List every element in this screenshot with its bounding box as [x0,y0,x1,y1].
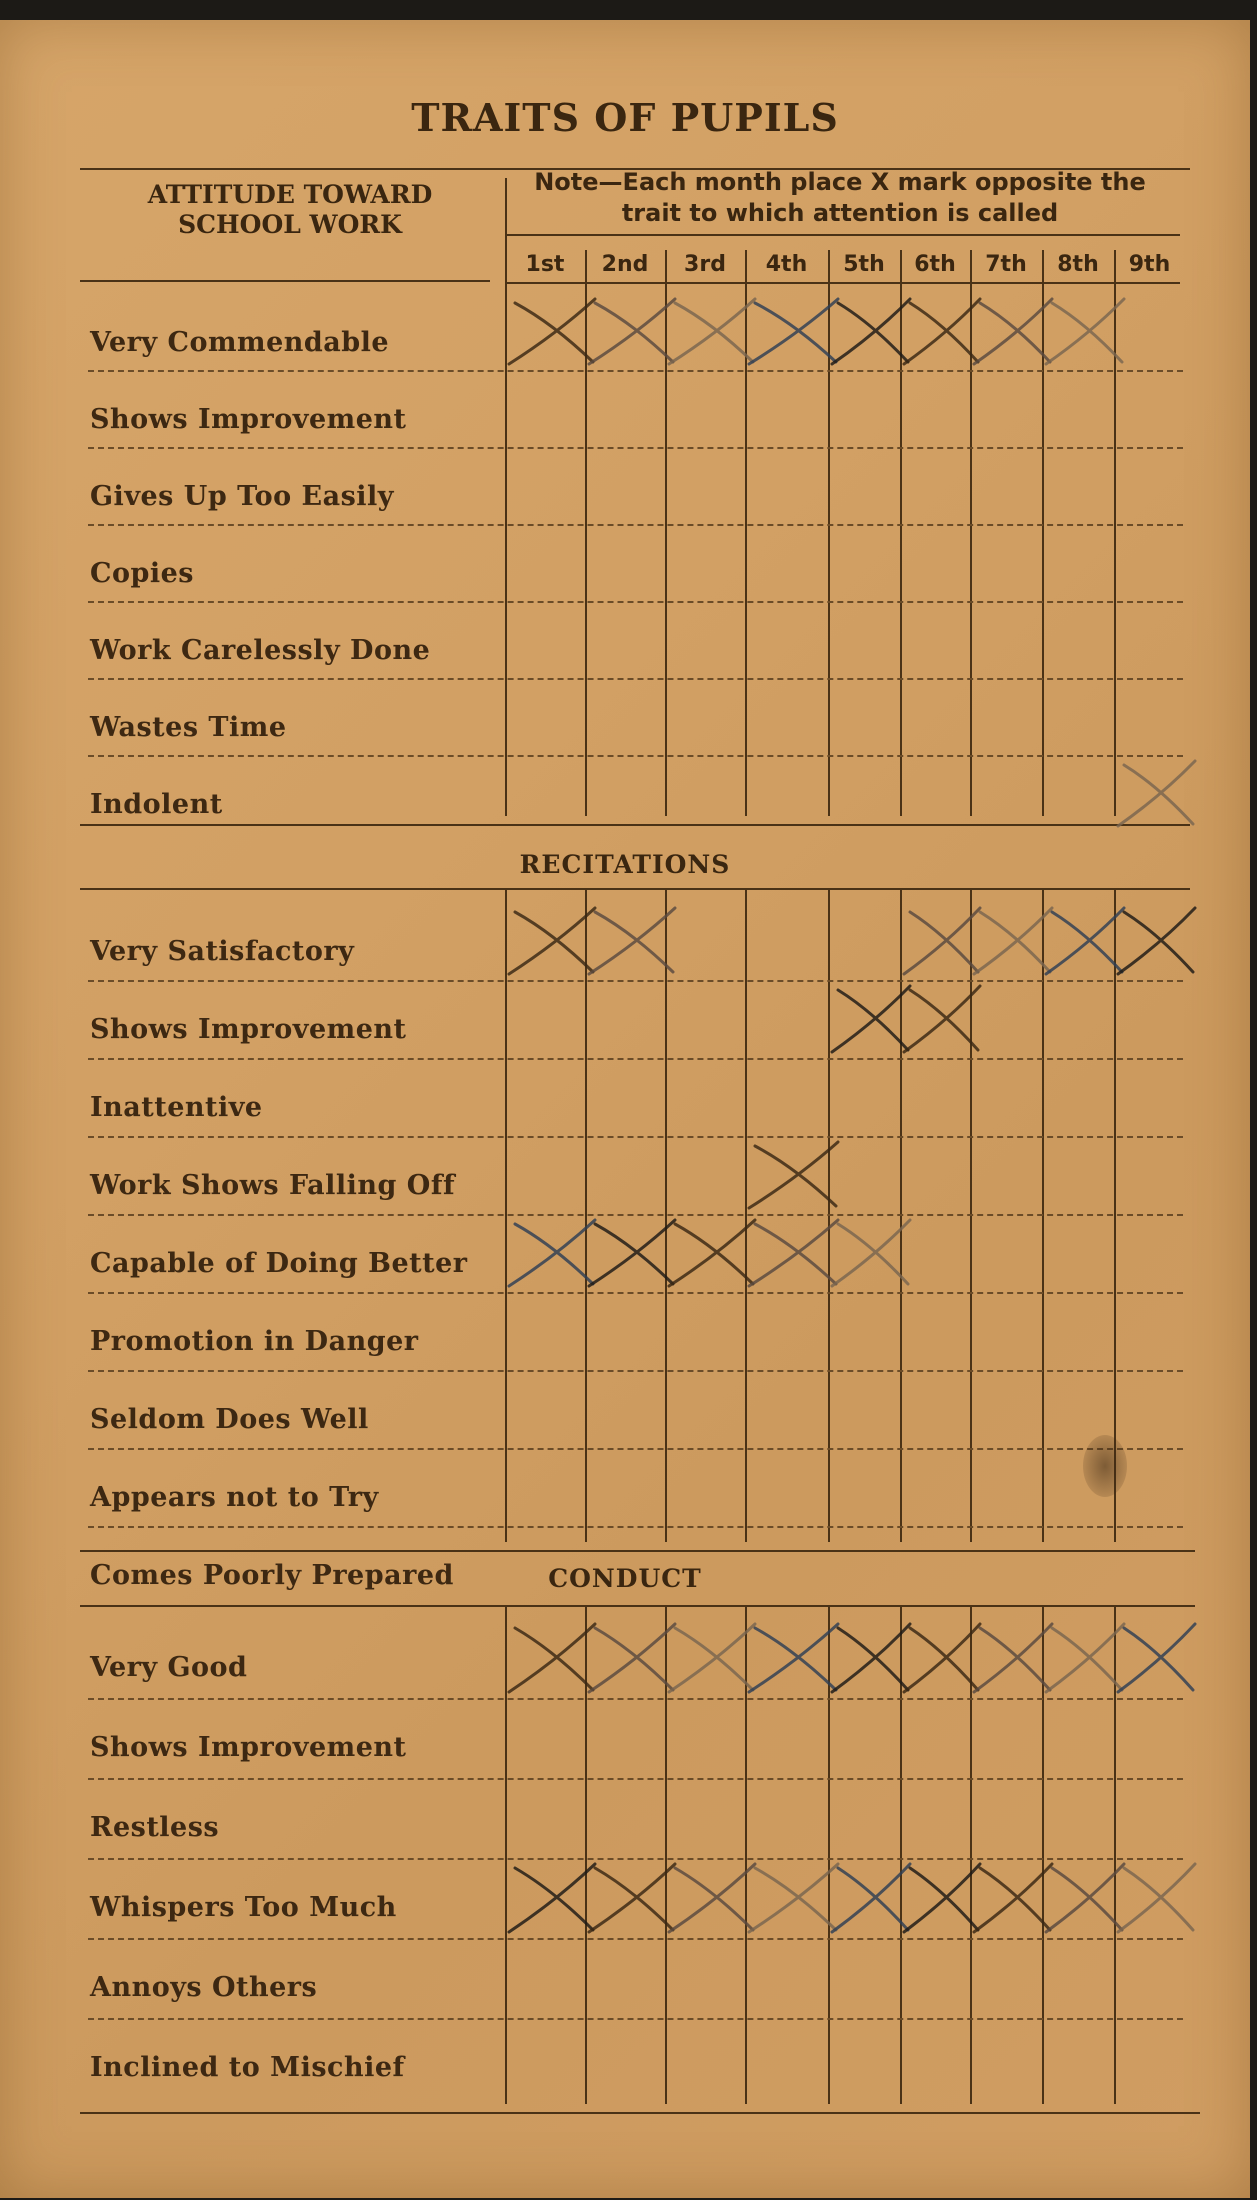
report-card [0,20,1250,2198]
recitations-x-mark [904,908,980,974]
conduct-trait-label: Whispers Too Much [90,1892,397,1923]
recitations-trait-label: Comes Poorly Prepared [90,1560,454,1591]
recitations-trait-label: Very Satisfactory [90,936,355,967]
attitude-x-mark [589,299,675,364]
attitude-trait-label: Very Commendable [90,327,390,358]
attitude-trait-label: Copies [90,558,195,589]
recitations-x-mark [1118,908,1195,974]
conduct-trait-label: Restless [90,1812,220,1843]
recitations-x-mark [749,1220,838,1286]
attitude-x-mark [1118,761,1195,826]
month-header-6th: 6th [914,252,956,277]
recitations-trait-label: Promotion in Danger [90,1326,419,1357]
conduct-x-mark [974,1864,1052,1932]
attitude-trait-label: Gives Up Too Easily [90,481,394,512]
attitude-x-mark [669,299,755,364]
attitude-heading: ATTITUDE TOWARD SCHOOL WORK [147,180,433,239]
conduct-trait-label: Annoys Others [90,1972,318,2003]
conduct-x-mark [669,1624,755,1692]
recitations-x-mark [974,908,1052,974]
recitations-x-mark [832,1220,910,1286]
recitations-x-mark [509,908,595,974]
recitations-x-mark [589,908,675,974]
recitations-x-mark [832,986,910,1052]
conduct-heading: CONDUCT [548,1564,702,1593]
month-header-3rd: 3rd [684,252,726,277]
month-header-9th: 9th [1128,252,1171,277]
recitations-x-mark [904,986,980,1052]
conduct-trait-label: Very Good [90,1652,248,1683]
instruction-note: Note—Each month place X mark opposite the trait to which attention is called [534,168,1146,227]
month-header-8th: 8th [1057,252,1099,277]
recitations-heading: RECITATIONS [519,850,731,879]
month-header-7th: 7th [985,252,1027,277]
conduct-x-mark [1118,1864,1195,1932]
conduct-x-mark [749,1864,838,1932]
recitations-x-mark [669,1220,755,1286]
conduct-x-mark [1118,1624,1195,1692]
conduct-x-mark [832,1864,910,1932]
page-title: TRAITS OF PUPILS [411,95,839,140]
attitude-x-mark [1046,299,1124,364]
month-header-5th: 5th [843,252,885,277]
recitations-x-mark [1046,908,1124,974]
conduct-x-mark [509,1624,595,1692]
attitude-x-mark [904,299,980,364]
recitations-x-mark [509,1220,595,1286]
conduct-x-mark [904,1624,980,1692]
attitude-trait-label: Work Carelessly Done [90,635,431,666]
conduct-x-mark [1046,1864,1124,1932]
month-header-2nd: 2nd [601,252,649,277]
conduct-x-mark [974,1624,1052,1692]
recitations-trait-label: Seldom Does Well [90,1404,369,1435]
recitations-x-mark [589,1220,675,1286]
ink-stain [1083,1435,1127,1497]
conduct-x-mark [589,1624,675,1692]
conduct-x-mark [589,1864,675,1932]
recitations-trait-label: Inattentive [90,1092,263,1123]
recitations-trait-label: Work Shows Falling Off [90,1170,456,1201]
conduct-x-mark [1046,1624,1124,1692]
attitude-x-mark [974,299,1052,364]
attitude-trait-label: Wastes Time [90,712,287,743]
recitations-x-mark [749,1142,838,1208]
conduct-x-mark [904,1864,980,1932]
recitations-trait-label: Capable of Doing Better [90,1248,468,1279]
month-header-4th: 4th [765,252,808,277]
conduct-trait-label: Inclined to Mischief [90,2052,405,2083]
conduct-trait-label: Shows Improvement [90,1732,407,1763]
recitations-trait-label: Shows Improvement [90,1014,407,1045]
month-header-1st: 1st [525,252,565,277]
attitude-x-mark [509,299,595,364]
attitude-x-mark [749,299,838,364]
attitude-trait-label: Shows Improvement [90,404,407,435]
x-marks-layer [0,20,1250,2198]
attitude-trait-label: Indolent [90,789,223,820]
attitude-x-mark [832,299,910,364]
conduct-x-mark [509,1864,595,1932]
conduct-x-mark [832,1624,910,1692]
conduct-x-mark [749,1624,838,1692]
recitations-trait-label: Appears not to Try [90,1482,379,1513]
conduct-x-mark [669,1864,755,1932]
